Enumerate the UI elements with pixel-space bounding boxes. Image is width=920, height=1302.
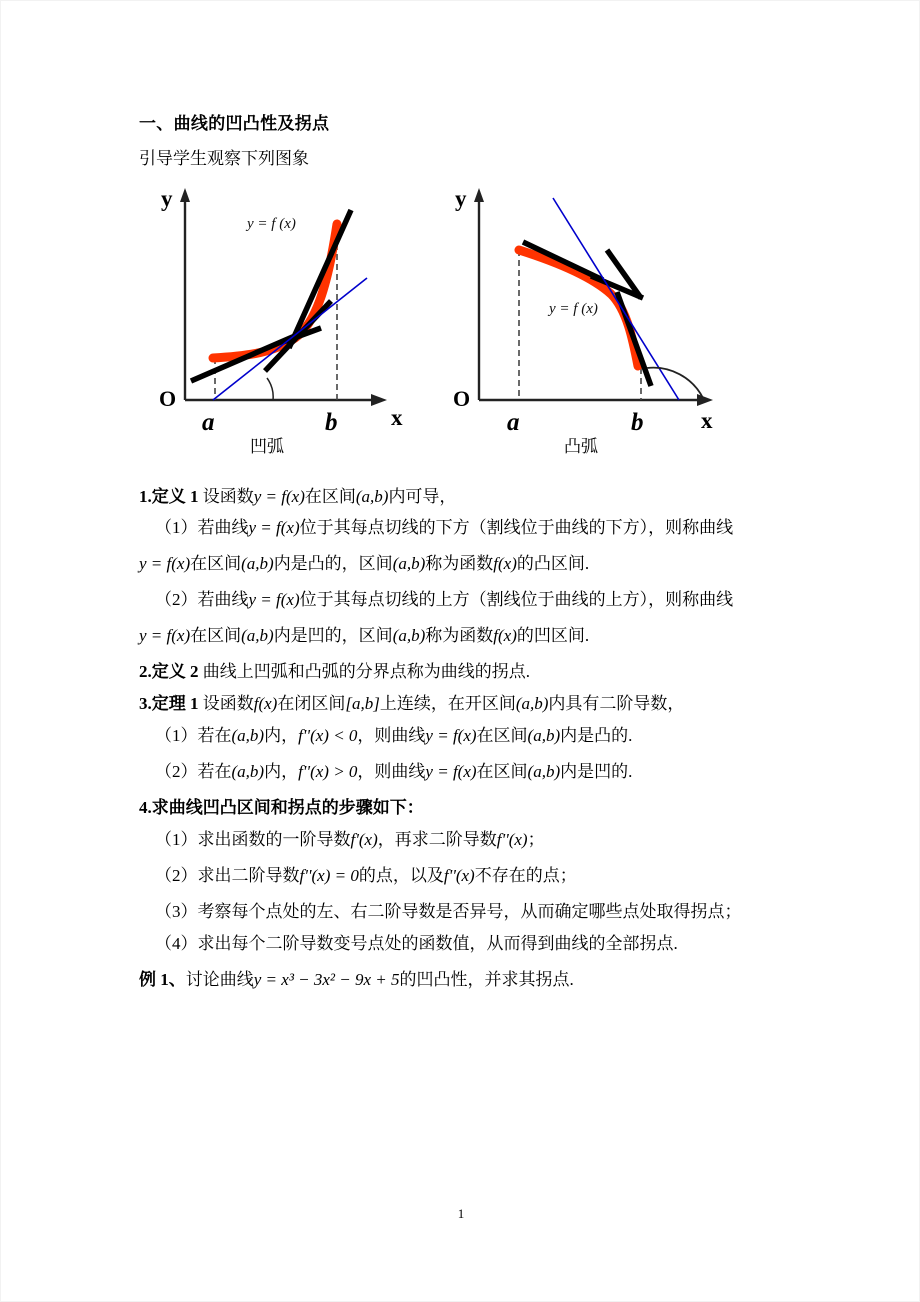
definition-1-tail: 内可导， (388, 486, 457, 506)
cont-2-interval-2: (a,b) (392, 626, 426, 646)
theorem-1-expr: f(x) (253, 694, 278, 714)
thm-item-2-condition: f''(x) > 0 (298, 762, 358, 781)
example-1-label: 例 1、 (139, 969, 186, 989)
step-1-text-3: ； (527, 829, 545, 849)
definition-1-mid: 在区间 (304, 486, 356, 506)
figure-caption-concave: 凹弧 (250, 436, 284, 456)
theorem-1-text-2: 在闭区间 (277, 694, 346, 714)
figure-row (139, 180, 811, 480)
definition-2-text: 曲线上凹弧和凸弧的分界点称为曲线的拐点. (202, 662, 530, 682)
cont-1-text-2: 内是凸的，区间 (273, 554, 393, 574)
example-1-expression: y = x³ − 3x² − 9x + 5 (253, 969, 400, 989)
secant-line (213, 278, 367, 400)
thm-item-1-interval-1: (a,b) (231, 726, 265, 746)
x-axis-arrow (697, 394, 713, 406)
step-3-text: 考察每个点处的左、右二阶导数是否异号，从而确定哪些点处取得拐点； (197, 901, 742, 921)
x-axis-label: x (701, 407, 713, 433)
section-heading: 一、曲线的凹凸性及拐点 (139, 114, 330, 133)
step-2-text-2: 的点，以及 (358, 865, 444, 885)
cont-2-text-1: 在区间 (190, 626, 242, 646)
definition-1-item-1-continued (139, 553, 811, 576)
page-content (139, 113, 811, 1005)
thm-item-2-curve: y = f(x) (425, 762, 477, 781)
tick-label-a: a (507, 408, 520, 436)
y-axis-label: y (161, 185, 173, 211)
example-1 (139, 969, 811, 992)
thm-item-2-text-1: 若在 (197, 762, 232, 781)
thm-item-2-text-2: 内， (264, 762, 299, 781)
thm-item-2-interval-2: (a,b) (527, 762, 561, 781)
figure-caption-convex: 凸弧 (564, 436, 598, 456)
thm-item-2-interval-1: (a,b) (231, 762, 265, 781)
tick-label-b: b (631, 408, 644, 436)
definition-1-line (139, 486, 811, 509)
definition-1-lead: 设函数 (202, 486, 254, 506)
thm-item-1-text-2: 内， (264, 726, 299, 746)
x-axis-label: x (391, 404, 403, 430)
example-1-text-1: 讨论曲线 (185, 969, 254, 989)
item-2-expr: y = f(x) (248, 590, 300, 610)
step-2-second-derivative: f''(x) (443, 865, 475, 885)
thm-item-2-marker: （2） (155, 762, 198, 781)
angle-arc (267, 378, 273, 400)
page-number: 1 (457, 1206, 465, 1221)
cont-1-text-1: 在区间 (190, 554, 242, 574)
item-2-text-1: 若曲线 (197, 590, 249, 610)
origin-label: O (159, 385, 177, 411)
definition-1-item-2-continued (139, 625, 811, 648)
theorem-1-line (139, 693, 811, 716)
y-axis-arrow (474, 188, 484, 202)
item-1-marker: （1） (155, 518, 198, 538)
curve-equation-label: y = f (x) (549, 300, 598, 317)
secant-line (553, 198, 679, 400)
steps-title: 求曲线凹凸区间和拐点的步骤如下： (151, 797, 424, 817)
theorem-1-open-interval: (a,b) (515, 694, 549, 714)
steps-heading (139, 797, 811, 820)
origin-label: O (453, 385, 471, 411)
step-3 (139, 901, 811, 924)
step-1-first-derivative: f'(x) (350, 829, 378, 849)
tangent-line-1 (523, 242, 603, 280)
cont-1-text-3: 称为函数 (425, 554, 494, 574)
tick-label-b: b (325, 408, 338, 436)
thm-item-2-text-3: ，则曲线 (357, 762, 426, 781)
item-2-text-2: 位于其每点切线的上方（割线位于曲线的上方），则称曲线 (299, 590, 734, 610)
thm-item-1-text-3: ，则曲线 (357, 726, 426, 746)
step-2-equation: f''(x) = 0 (299, 865, 359, 885)
cont-1-text-4: 的凸区间. (516, 554, 590, 574)
step-1-text-2: ，再求二阶导数 (377, 829, 497, 849)
cont-2-expr-2: f(x) (493, 626, 517, 646)
tick-label-a: a (202, 408, 215, 436)
intro-line: 引导学生观察下列图象 (139, 149, 309, 169)
x-axis-arrow (371, 394, 387, 406)
definition-2-title: 定义 2 (151, 662, 199, 682)
step-2-text-3: 不存在的点； (474, 865, 577, 885)
item-2-marker: （2） (155, 590, 198, 610)
definition-1-item-2 (139, 589, 811, 612)
theorem-1-text-4: 内具有二阶导数， (548, 694, 685, 714)
definition-1-number: 1. (139, 486, 152, 506)
cont-2-text-2: 内是凹的，区间 (273, 626, 393, 646)
curve-equation-label: y = f (x) (247, 215, 296, 232)
thm-item-1-condition: f''(x) < 0 (298, 726, 358, 746)
cont-1-expr-2: f(x) (493, 554, 517, 574)
y-axis-label: y (455, 185, 467, 211)
definition-1-title: 定义 1 (151, 486, 199, 506)
figure-concave-arc (155, 180, 455, 480)
definition-1-interval: (a,b) (355, 486, 389, 506)
cont-2-interval-1: (a,b) (241, 626, 274, 646)
theorem-1-title: 定理 1 (151, 694, 199, 714)
cont-2-text-4: 的凹区间. (516, 626, 590, 646)
step-3-marker: （3） (155, 901, 198, 921)
definition-1-item-1 (139, 517, 811, 540)
step-1-second-derivative: f''(x) (496, 829, 528, 849)
thm-item-2-text-5: 内是凹的. (560, 762, 633, 781)
thm-item-1-curve: y = f(x) (425, 726, 477, 746)
thm-item-1-marker: （1） (155, 726, 198, 746)
thm-item-1-interval-2: (a,b) (527, 726, 561, 746)
step-4-marker: （4） (155, 933, 198, 953)
thm-item-1-text-5: 内是凸的. (560, 726, 633, 746)
theorem-1-number: 3. (139, 694, 152, 714)
cont-2-expr-1: y = f(x) (139, 626, 191, 646)
thm-item-1-text-1: 若在 (197, 726, 232, 746)
definition-2-number: 2. (139, 662, 152, 682)
cont-1-expr-1: y = f(x) (139, 554, 191, 574)
theorem-1-text-3: 上连续，在开区间 (379, 694, 516, 714)
theorem-1-text-1: 设函数 (202, 694, 254, 714)
step-4-text: 求出每个二阶导数变号点处的函数值，从而得到曲线的全部拐点. (197, 933, 678, 953)
theorem-1-closed-interval: [a,b] (345, 694, 380, 714)
step-4 (139, 933, 811, 956)
step-2-text-1: 求出二阶导数 (197, 865, 300, 885)
item-1-text-2: 位于其每点切线的下方（割线位于曲线的下方），则称曲线 (299, 518, 734, 538)
item-1-expr: y = f(x) (248, 518, 300, 538)
item-1-text-1: 若曲线 (197, 518, 249, 538)
theorem-1-item-1 (139, 725, 811, 748)
tangent-line-1 (191, 335, 297, 381)
thm-item-2-text-4: 在区间 (476, 762, 528, 781)
cont-1-interval-2: (a,b) (392, 554, 426, 574)
cont-2-text-3: 称为函数 (425, 626, 494, 646)
step-1-text-1: 求出函数的一阶导数 (197, 829, 351, 849)
theorem-1-item-2 (139, 761, 811, 784)
example-1-text-2: 的凹凸性，并求其拐点. (399, 969, 574, 989)
definition-1-expr: y = f(x) (253, 486, 305, 506)
step-1-marker: （1） (155, 829, 198, 849)
thm-item-1-text-4: 在区间 (476, 726, 528, 746)
y-axis-arrow (180, 188, 190, 202)
tangent-line-4 (617, 292, 651, 386)
function-curve (213, 224, 337, 358)
definition-2-line (139, 661, 811, 684)
step-1 (139, 829, 811, 852)
steps-number: 4. (139, 797, 152, 817)
figure-convex-arc (451, 180, 751, 480)
step-2-marker: （2） (155, 865, 198, 885)
cont-1-interval-1: (a,b) (241, 554, 274, 574)
step-2 (139, 865, 811, 888)
